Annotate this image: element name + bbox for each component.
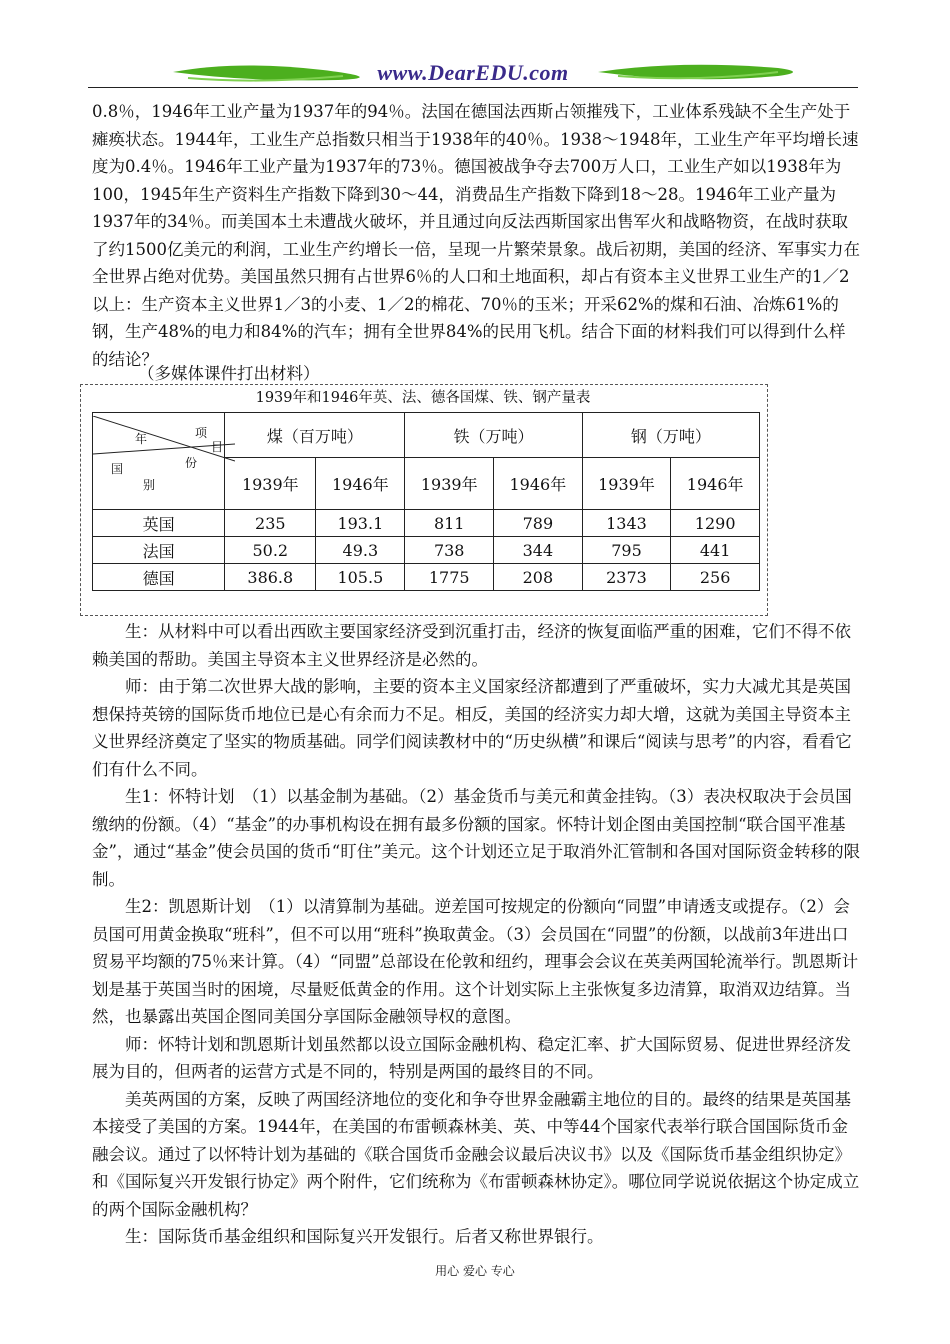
diagonal-header-cell xyxy=(93,413,225,510)
intro-paragraph: 0.8％，1946年工业产量为1937年的94％。法国在德国法西斯占领摧残下，工业体系残缺不全生产处于瘫痪状态。1944年，工业生产总指数只相当于1938年的40％。1938～1948年，工业生产年平均增长速度为0.4％。1946年工业产量为1937年的73％。德国被战争夺去700万人口，工业生产如以1938年为100，1945年生产资料生产指数下降到30～44，消费品生产指数下降到18～28。1946年工业产量为1937年的34％。而美国本土未遭战火破坏，并且通过向反法西斯国家出售军火和战略物资，在战时获取了约1500亿美元的利润，工业生产约增长一倍，呈现一片繁荣景象。战后初期，美国的经济、军事实力在全世界占绝对优势。美国虽然只拥有占世界6％的人口和土地面积，却占有资本主义世界工业生产的1／2以上：生产资本主义世界1／3的小麦、1／2的棉花、70％的玉米；开采62%的煤和石油、冶炼61%的钢，生产48%的电力和84%的汽车；拥有全世界84%的民用飞机。结合下面的材料我们可以得到什么样的结论？ xyxy=(92,102,860,369)
value-cell: 811 xyxy=(405,510,494,537)
diag-label-bie: 别 xyxy=(143,478,156,492)
value-cell: 1775 xyxy=(405,564,494,591)
value-cell: 256 xyxy=(671,564,760,591)
value-cell: 386.8 xyxy=(225,564,316,591)
paragraph-student-final: 生：国际货币基金组织和国际复兴开发银行。后者又称世界银行。 xyxy=(125,1227,604,1246)
diag-label-xiang: 项 xyxy=(195,426,208,440)
paragraph-teacher-1: 师：由于第二次世界大战的影响，主要的资本主义国家经济都遭到了严重破坏，实力大减尤其是英国想保持英镑的国际货币地位已是心有余而力不足。相反，美国的经济实力却大增，这就为美国主导资本主义世界经济奠定了坚实的物质基础。同学们阅读教材中的“历史纵横”和课后“阅读与思考”的内容，看看它们有什么不同。 xyxy=(92,677,852,779)
country-cell: 德国 xyxy=(93,564,225,591)
paragraph-white-plan: 生1：怀特计划 （1）以基金制为基础。（2）基金货币与美元和黄金挂钩。（3）表决权取决于会员国缴纳的份额。（4）“基金”的办事机构设在拥有最多份额的国家。怀特计划企图由美国控制“联合国平准基金”，通过“基金”使会员国的货币“盯住”美元。这个计划还立足于取消外汇管制和各国对国际资金转移的限制。 xyxy=(92,787,861,889)
year-header: 1946年 xyxy=(671,458,760,510)
year-header: 1946年 xyxy=(494,458,583,510)
diag-label-fen: 份 xyxy=(185,456,198,470)
table-row xyxy=(93,537,760,564)
value-cell: 49.3 xyxy=(316,537,405,564)
production-table xyxy=(92,412,760,591)
year-header: 1939年 xyxy=(225,458,316,510)
value-cell: 2373 xyxy=(582,564,671,591)
group-header-coal: 煤（百万吨） xyxy=(225,413,405,458)
year-header: 1946年 xyxy=(316,458,405,510)
group-header-iron: 铁（万吨） xyxy=(405,413,582,458)
material-caption: （多媒体课件打出材料） xyxy=(138,364,320,383)
country-cell: 英国 xyxy=(93,510,225,537)
body-text xyxy=(92,618,862,1251)
paragraph-bretton-woods: 美英两国的方案，反映了两国经济地位的变化和争夺世界金融霸主地位的目的。最终的结果是英国基本接受了美国的方案。1944年，在美国的布雷顿森林美、英、中等44个国家代表举行联合国国际货币金融会议。通过了以怀特计划为基础的《联合国货币金融会议最后决议书》以及《国际货币基金组织协定》和《国际复兴开发银行协定》两个附件，它们统称为《布雷顿森林协定》。哪位同学说说依据这个协定成立的两个国际金融机构？ xyxy=(92,1089,860,1219)
site-url: www.DearEDU.com xyxy=(377,60,569,85)
value-cell: 344 xyxy=(494,537,583,564)
value-cell: 441 xyxy=(671,537,760,564)
value-cell: 1290 xyxy=(671,510,760,537)
diag-label-guo: 国 xyxy=(111,462,124,476)
diag-label-mu: 目 xyxy=(211,440,224,454)
value-cell: 789 xyxy=(494,510,583,537)
intro-paragraph-block xyxy=(92,98,862,373)
value-cell: 1343 xyxy=(582,510,671,537)
year-header: 1939年 xyxy=(405,458,494,510)
paragraph-student-answer: 生：从材料中可以看出西欧主要国家经济受到沉重打击，经济的恢复面临严重的困难，它们不得不依赖美国的帮助。美国主导资本主义世界经济是必然的。 xyxy=(92,622,851,669)
table-row xyxy=(93,510,760,537)
value-cell: 795 xyxy=(582,537,671,564)
country-cell: 法国 xyxy=(93,537,225,564)
year-header: 1939年 xyxy=(582,458,671,510)
header-rule xyxy=(88,87,858,88)
value-cell: 50.2 xyxy=(225,537,316,564)
value-cell: 105.5 xyxy=(316,564,405,591)
table-title: 1939年和1946年英、法、德各国煤、铁、钢产量表 xyxy=(255,390,591,406)
value-cell: 208 xyxy=(494,564,583,591)
page-footer: 用心 爱心 专心 xyxy=(435,1264,515,1278)
site-header-banner xyxy=(88,58,858,94)
value-cell: 193.1 xyxy=(316,510,405,537)
table-row xyxy=(93,564,760,591)
diag-label-nian: 年 xyxy=(135,432,148,446)
value-cell: 738 xyxy=(405,537,494,564)
value-cell: 235 xyxy=(225,510,316,537)
group-header-steel: 钢（万吨） xyxy=(582,413,759,458)
paragraph-keynes-plan: 生2：凯恩斯计划 （1）以清算制为基础。逆差国可按规定的份额向“同盟”申请透支或提存。（2）会员国可用黄金换取“班科”，但不可以用“班科”换取黄金。（3）会员国在“同盟”的份额，以战前3年进出口贸易平均额的75％来计算。（4）“同盟”总部设在伦敦和纽约，理事会会议在英美两国轮流举行。凯恩斯计划是基于英国当时的困境，尽量贬低黄金的作用。这个计划实际上主张恢复多边清算，取消双边结算。当然，也暴露出英国企图同美国分享国际金融领导权的意图。 xyxy=(92,897,859,1026)
paragraph-teacher-2: 师：怀特计划和凯恩斯计划虽然都以设立国际金融机构、稳定汇率、扩大国际贸易、促进世界经济发展为目的，但两者的运营方式是不同的，特别是两国的最终目的不同。 xyxy=(92,1034,851,1081)
